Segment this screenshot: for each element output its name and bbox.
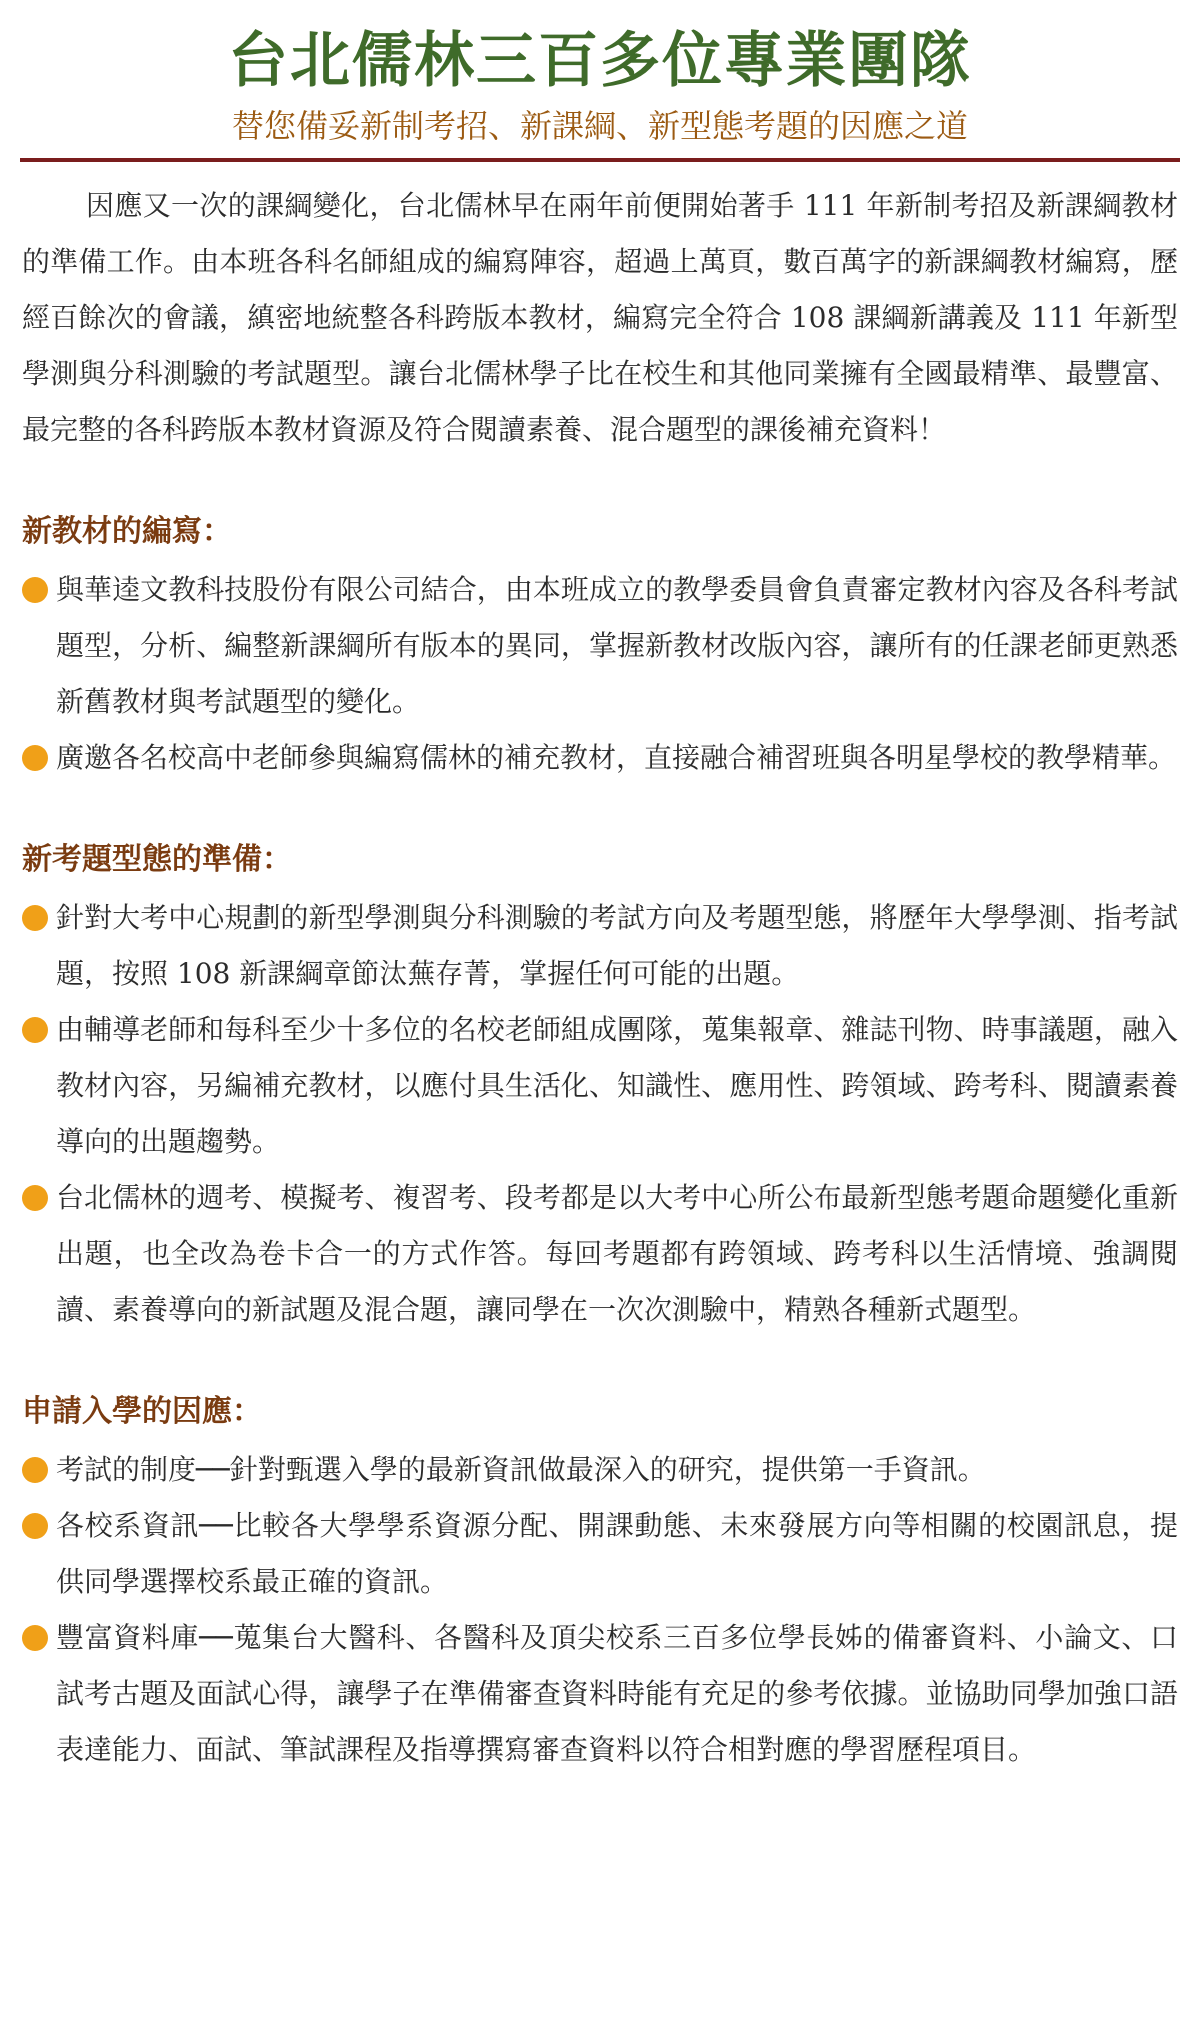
list-item	[22, 730, 1178, 786]
list-item	[22, 1170, 1178, 1338]
bullet-dot-icon	[22, 1017, 48, 1043]
bullet-dot-icon	[22, 1185, 48, 1211]
bullet-list	[22, 562, 1178, 786]
section-title: 新考題型態的準備：	[22, 842, 292, 877]
page-title: 台北儒林三百多位專業團隊	[228, 26, 972, 96]
bullet-dot-icon	[22, 745, 48, 771]
list-item-text: 針對大考中心規劃的新型學測與分科測驗的考試方向及考題型態，將歷年大學學測、指考試題，按照 108 新課綱章節汰蕪存菁，掌握任何可能的出題。	[56, 901, 1178, 990]
list-item	[22, 1610, 1178, 1778]
list-item-text: 豐富資料庫──蒐集台大醫科、各醫科及頂尖校系三百多位學長姊的備審資料、小論文、口試考古題及面試心得，讓學子在準備審查資料時能有充足的參考依據。並協助同學加強口語表達能力、面試、筆試課程及指導撰寫審查資料以符合相對應的學習歷程項目。	[56, 1621, 1178, 1766]
bullet-dot-icon	[22, 577, 48, 603]
section-new-materials	[22, 508, 1178, 786]
page-subtitle: 替您備妥新制考招、新課綱、新型態考題的因應之道	[231, 107, 968, 145]
list-item-text: 與華逵文教科技股份有限公司結合，由本班成立的教學委員會負責審定教材內容及各科考試題型，分析、編整新課綱所有版本的異同，掌握新教材改版內容，讓所有的任課老師更熟悉新舊教材與考試題型的變化。	[56, 573, 1178, 718]
section-application-admission	[22, 1388, 1178, 1778]
list-item-text: 由輔導老師和每科至少十多位的名校老師組成團隊，蒐集報章、雜誌刊物、時事議題，融入教材內容，另編補充教材，以應付具生活化、知識性、應用性、跨領域、跨考科、閱讀素養導向的出題趨勢。	[56, 1013, 1178, 1158]
list-item-text: 考試的制度──針對甄選入學的最新資訊做最深入的研究，提供第一手資訊。	[56, 1453, 986, 1486]
bullet-list	[22, 890, 1178, 1338]
list-item	[22, 562, 1178, 730]
bullet-dot-icon	[22, 1625, 48, 1651]
list-item-text: 各校系資訊──比較各大學學系資源分配、開課動態、未來發展方向等相關的校園訊息，提供同學選擇校系最正確的資訊。	[56, 1509, 1178, 1598]
bullet-dot-icon	[22, 905, 48, 931]
bullet-list	[22, 1442, 1178, 1778]
intro-paragraph: 因應又一次的課綱變化，台北儒林早在兩年前便開始著手 111 年新制考招及新課綱教材的準備工作。由本班各科名師組成的編寫陣容，超過上萬頁，數百萬字的新課綱教材編寫，歷經百餘次的會議，縝密地統整各科跨版本教材，編寫完全符合 108 課綱新講義及 111 年新型學測與分科測驗的考試題型。讓台北儒林學子比在校生和其他同業擁有全國最精準、最豐富、最完整的各科跨版本教材資源及符合閱讀素養、混合題型的課後補充資料！	[22, 189, 1178, 446]
content-body	[22, 178, 1178, 1778]
header-divider	[20, 158, 1180, 162]
header	[0, 18, 1200, 148]
section-new-question-types	[22, 836, 1178, 1338]
list-item	[22, 1498, 1178, 1610]
list-item	[22, 1442, 1178, 1498]
list-item-text: 台北儒林的週考、模擬考、複習考、段考都是以大考中心所公布最新型態考題命題變化重新出題，也全改為卷卡合一的方式作答。每回考題都有跨領域、跨考科以生活情境、強調閱讀、素養導向的新試題及混合題，讓同學在一次次測驗中，精熟各種新式題型。	[56, 1181, 1178, 1326]
section-title: 申請入學的因應：	[22, 1394, 262, 1429]
section-title: 新教材的編寫：	[22, 514, 232, 549]
list-item-text: 廣邀各名校高中老師參與編寫儒林的補充教材，直接融合補習班與各明星學校的教學精華。	[56, 741, 1177, 774]
bullet-dot-icon	[22, 1457, 48, 1483]
list-item	[22, 890, 1178, 1002]
bullet-dot-icon	[22, 1513, 48, 1539]
list-item	[22, 1002, 1178, 1170]
